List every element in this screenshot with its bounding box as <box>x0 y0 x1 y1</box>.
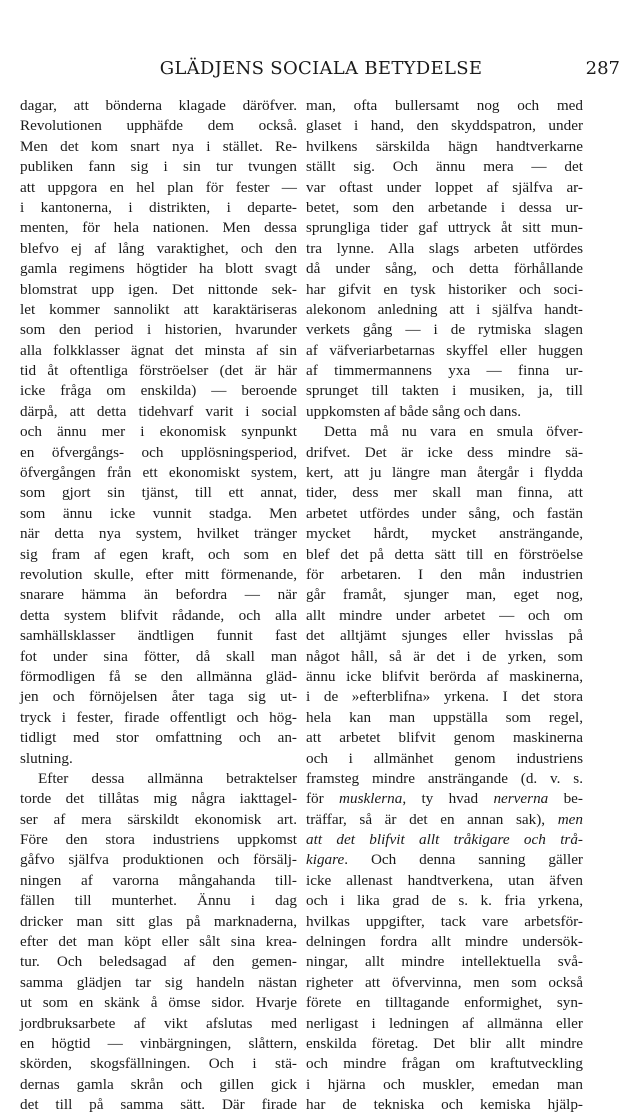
text-line: revolution skulle, efter mitt förmenande, <box>20 565 297 583</box>
text-line: när detta nya system, hvilket tränger <box>20 525 297 543</box>
text-line: efter det man köpt eller sålt sina krea- <box>20 933 297 951</box>
text-line: torde det tillåtas mig några iakttagel- <box>20 790 297 808</box>
text-line: samhällsklasser ändtligen funnit fast <box>20 627 297 645</box>
text-line: slutning. <box>20 749 73 767</box>
text-line: nerligast i ledningen af allmänna eller <box>306 1014 583 1032</box>
left-text-column <box>20 96 297 1116</box>
text-line: jen och förnöjelsen åter taga sig ut- <box>20 688 297 706</box>
text-line: ningen af varorna mångahanda till- <box>20 871 297 889</box>
text-line: skörden, skogsfällningen. Och i stä- <box>20 1055 297 1073</box>
text-line: tidligt med stor omfattning och an- <box>20 729 297 747</box>
text-line: af väfveriarbetarnas skyffel eller huggen <box>306 341 583 359</box>
text-line: gamla regimens högtider ha blott svagt <box>20 260 297 278</box>
text-line: alekonom anledning att i själfva handt- <box>306 300 583 318</box>
text-line: att uppgora en hel plan för fester — <box>20 178 297 196</box>
text-line: att det blifvit allt tråkigare och trå- <box>306 831 583 849</box>
text-line: hvilkas uppgifter, tack vare arbetsför- <box>306 912 583 930</box>
text-line: publiken fann sig i sin tur tvungen <box>20 158 297 176</box>
text-line: icke fråga om enskilda) — beroende <box>20 382 297 400</box>
text-line: tider, dess mer skall man finna, att <box>306 484 583 502</box>
text-line: och mindre frågan om kraftutveckling <box>306 1055 583 1073</box>
text-line: ut som en skänk å ömse sidor. Hvarje <box>20 994 297 1012</box>
text-line: det alltjämt sjunges eller hvisslas på <box>306 627 583 645</box>
text-line: sig fram af egen kraft, och som en <box>20 545 297 563</box>
text-line: alla folkklasser ägnat det minsta af sin <box>20 341 297 359</box>
text-line: i kantonerna, i distrikten, i departe- <box>20 198 297 216</box>
text-line: let kommer sannolikt att karaktäriseras <box>20 300 297 318</box>
text-line: öfvergången från ett ekonomiskt system, <box>20 464 297 482</box>
text-line: arbetet utfördes under sång, och fastän <box>306 504 583 522</box>
text-line: som gjort sin tjänst, till ett annat, <box>20 484 297 502</box>
text-line: som den period i historien, hvarunder <box>20 321 297 339</box>
text-line: kert, att ju längre man återgår i flydda <box>306 464 583 482</box>
text-line: icke allenast handtverkena, utan äfven <box>306 871 583 889</box>
text-line: glaset i hand, den skyddspatron, under <box>306 117 583 135</box>
text-line: betet, som den arbetande i dessa ur- <box>306 198 583 216</box>
text-line: träffar, så är det en annan sak), men <box>306 810 583 828</box>
text-line: man, ofta bullersamt nog och med <box>306 97 583 114</box>
text-line: förete en tilltagande enformighet, syn- <box>306 994 583 1012</box>
text-line: en öfvergångs- och upplösningsperiod, <box>20 443 297 461</box>
text-line: menten, för hela nationen. Men dessa <box>20 219 297 237</box>
text-line: af timmermannens yxa — finna ur- <box>306 362 583 380</box>
page-header <box>22 58 620 88</box>
text-line: dagar, att bönderna klagade däröfver. <box>20 97 297 114</box>
text-line: och i lika grad de s. k. fria yrkena, <box>306 892 583 910</box>
text-line: ser af mera särskildt ekonomisk art. <box>20 810 297 828</box>
text-line: kigare. Och denna sanning gäller <box>306 851 583 869</box>
text-line: Revolutionen upphäfde dem också. <box>20 117 297 135</box>
text-line: jordbruksarbete af vikt afslutas med <box>20 1014 297 1032</box>
text-line: och i allmänhet genom industriens <box>306 749 583 767</box>
text-line: att arbetet blifvit genom maskinerna <box>306 729 583 747</box>
text-line: tryck i fester, firade offentligt och hög- <box>20 708 297 726</box>
right-text-column <box>306 96 583 1116</box>
text-line: var oftast under loppet af själfva ar- <box>306 178 583 196</box>
text-line: har gifvit en tysk historiker och soci- <box>306 280 583 298</box>
text-line: uppkomsten af både sång och dans. <box>306 402 522 420</box>
text-line: blomstrat upp igen. Det nittonde sek- <box>20 280 297 298</box>
text-line: Efter dessa allmänna betraktelser <box>38 769 297 787</box>
text-line: hela kan man uppställa som regel, <box>306 708 583 726</box>
text-line: tur. Och beledsagad af den gemen- <box>20 953 297 971</box>
text-line: blefvo ej af lång varaktighet, och den <box>20 239 297 257</box>
text-line: ningar, allt mindre intellektuella svå- <box>306 953 583 971</box>
text-line: verkets gång — i de rytmiska slagen <box>306 321 583 339</box>
text-line: och ännu mer i ekonomisk synpunkt <box>20 423 297 441</box>
text-line: för musklerna, ty hvad nerverna be- <box>306 790 583 808</box>
text-line: Före den stora industriens uppkomst <box>20 831 297 849</box>
text-line: för arbetaren. I den mån industrien <box>306 565 583 583</box>
text-line: dricker man sitt glas på marknaderna, <box>20 912 297 930</box>
text-line: Detta må nu vara en smula öfver- <box>324 423 583 441</box>
text-line: tid åt oftentliga förströelser (det är här <box>20 362 297 380</box>
text-line: en högtid — vinbärgningen, slåttern, <box>20 1034 297 1052</box>
text-line: tra lynne. Alla slags arbeten utfördes <box>306 239 583 257</box>
text-line: gåfvo själfva produktionen och försälj- <box>20 851 297 869</box>
text-line: snarare hämma än befordra — när <box>20 586 297 604</box>
text-line: samma glädjen tar sig handeln nästan <box>20 973 297 991</box>
text-line: fällen till munterhet. Ännu i dag <box>20 892 297 910</box>
running-title: GLÄDJENS SOCIALA BETYDELSE <box>159 58 483 79</box>
text-line: detta system blifvit rådande, och alla <box>20 606 297 624</box>
text-line: då under sång, och detta förhållande <box>306 260 583 278</box>
text-line: allt mindre under arbetet — och om <box>306 606 583 624</box>
text-line: sprungliga tider gaf uttryck åt sitt mun- <box>306 219 583 237</box>
text-line: framsteg mindre ansträngande (d. v. s. <box>306 769 583 787</box>
text-line: det till på samma sätt. Där firade <box>20 1096 297 1114</box>
text-line: har de tekniska och kemiska hjälp- <box>306 1096 583 1114</box>
text-line: som ännu icke vunnit stadga. Men <box>20 504 297 522</box>
text-line: därpå, att detta tidehvarf varit i social <box>20 402 297 420</box>
text-line: delningen fordra allt mindre undersök- <box>306 933 583 951</box>
text-line: ännu icke blifvit berörda af maskinerna, <box>306 667 583 685</box>
page-number: 287 <box>585 58 620 79</box>
text-line: fot under sina fötter, då skall man <box>20 647 297 665</box>
text-line: hvilkens särskilda hägn handtverkarne <box>306 137 583 155</box>
text-line: blef det på detta sätt till en förströelse <box>306 545 583 563</box>
text-line: något håll, så är det i de yrken, som <box>306 647 583 665</box>
text-line: sprunget till takten i musiken, ja, till <box>306 382 583 400</box>
text-line: drifvet. Det är icke dess mindre sä- <box>306 443 583 461</box>
text-line: i hjärna och muskler, emedan man <box>306 1075 583 1093</box>
text-line: righeter att öfvervinna, men som också <box>306 973 583 991</box>
text-line: ställt sig. Och ännu mera — det <box>306 158 583 176</box>
text-line: dernas gamla skrån och gillen gick <box>20 1075 297 1093</box>
text-line: Men det kom snart nya i stället. Re- <box>20 137 297 155</box>
text-line: går framåt, sjunger man, eget nog, <box>306 586 583 604</box>
text-line: förmodligen få se den allmänna gläd- <box>20 667 297 685</box>
text-line: enskilda företag. Det blir allt mindre <box>306 1034 583 1052</box>
text-line: mycket hårdt, mycket ansträngande, <box>306 525 583 543</box>
text-line: i de »efterblifna» yrkena. I det stora <box>306 688 583 706</box>
